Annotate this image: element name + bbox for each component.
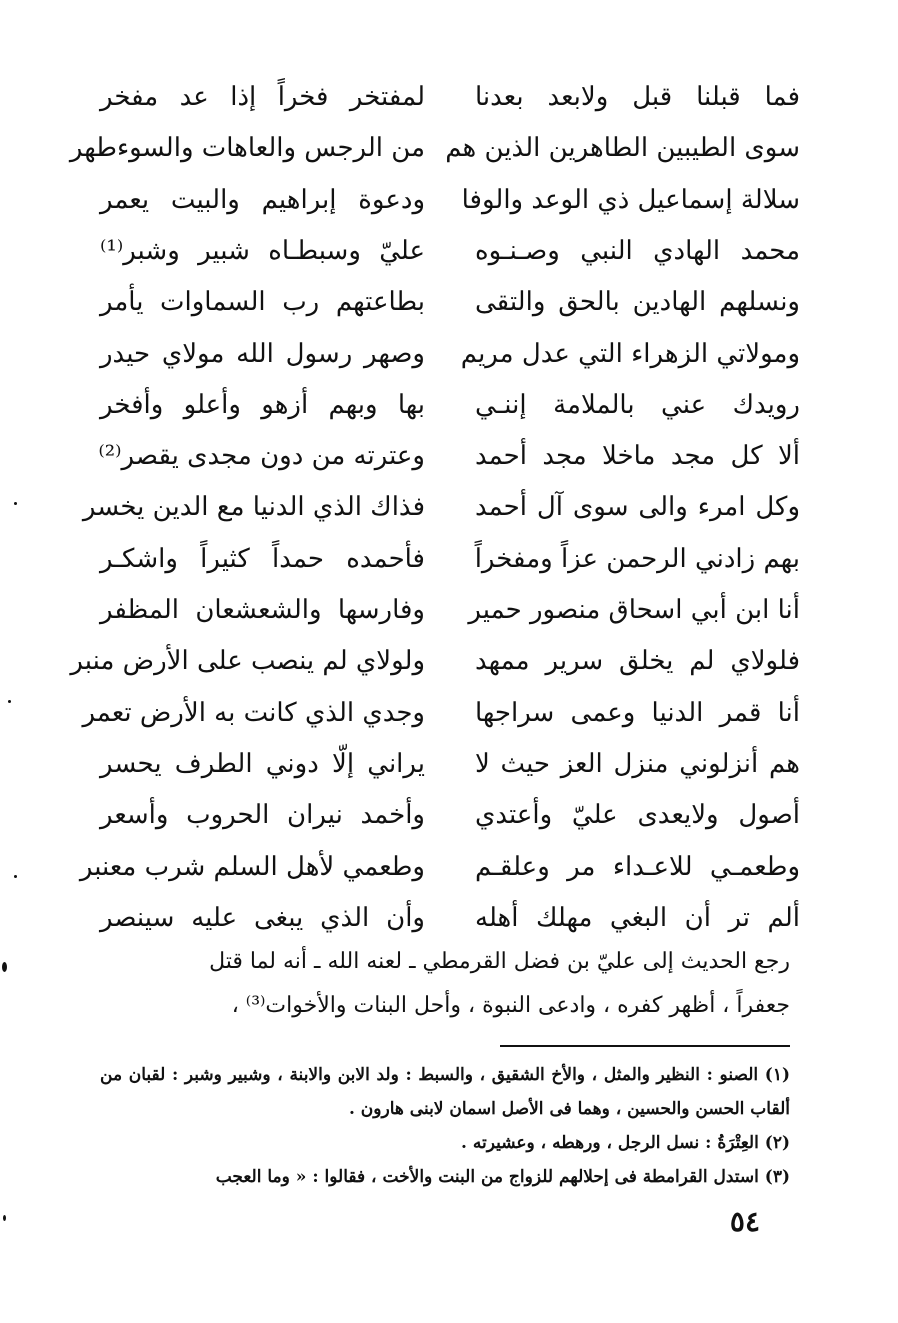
verse-row — [100, 585, 800, 636]
hemistich-second: وجدي الذي كانت به الأرض تعمر — [82, 697, 425, 728]
hemistich-first: هم أنزلوني منزل العز حيث لا — [475, 748, 800, 779]
verse-row — [70, 636, 800, 687]
hemistich-second: وأن الذي يبغى عليه سينصر — [100, 902, 425, 933]
hemistich-first: فلولاي لم يخلق سرير ممهد — [475, 646, 800, 677]
hemistich-first: أنا قمر الدنيا وعمى سراجها — [475, 697, 800, 728]
hemistich-second: وصهر رسول الله مولاي حيدر — [100, 338, 425, 369]
prose-line: رجع الحديث إلى عليّ بن فضل القرمطي ـ لعنه الله ـ أنه لما قتل — [209, 949, 790, 974]
hemistich-second: فأحمده حمداً كثيراً واشكـر — [100, 543, 425, 574]
verse-row — [100, 739, 800, 790]
hemistich-second: بطاعتهم رب السماوات يأمر — [100, 287, 425, 318]
verse-row — [100, 277, 800, 328]
hemistich-first: ألا كل مجد ماخلا مجد أحمد — [475, 441, 800, 472]
hemistich-first: سوى الطيبين الطاهرين الذين هم — [445, 133, 800, 164]
hemistich-second: يراني إلّا دوني الطرف يحسر — [100, 748, 425, 779]
verse-row — [100, 72, 800, 123]
footnote-separator — [500, 1045, 790, 1047]
hemistich-second: من الرجس والعاهات والسوءطهر — [69, 133, 425, 164]
hemistich-first: ألم تر أن البغي مهلك أهله — [475, 902, 800, 933]
verse-row — [100, 790, 800, 841]
hemistich-second: وفارسها والشعشعان المظفر — [100, 595, 425, 626]
verse-row — [100, 226, 800, 277]
hemistich-second: ودعوة إبراهيم والبيت يعمر — [100, 184, 425, 215]
hemistich-first: أصول ولايعدى عليّ وأعتدي — [475, 800, 800, 831]
verse-row — [100, 893, 800, 944]
scan-speck — [3, 1215, 6, 1221]
hemistich-first: بهم زادني الرحمن عزاً ومفخراً — [474, 543, 800, 574]
hemistich-first: وكل امرء والى سوى آل أحمد — [475, 492, 800, 523]
hemistich-second: ولولاي لم ينصب على الأرض منبر — [70, 646, 425, 677]
verse-row — [82, 688, 800, 739]
hemistich-second: وعترته من دون مجدى يقصر⁽²⁾ — [98, 441, 425, 472]
hemistich-first: فما قبلنا قبل ولابعد بعدنا — [475, 82, 800, 113]
hemistich-second: فذاك الذي الدنيا مع الدين يخسر — [82, 492, 425, 523]
hemistich-first: سلالة إسماعيل ذي الوعد والوفا — [461, 184, 800, 215]
verse-row — [100, 534, 800, 585]
scan-speck — [14, 502, 17, 505]
footnote-2: (٢) العِتْرَةُ : نسل الرجل ، ورهطه ، وعشيرته . — [461, 1133, 790, 1153]
hemistich-first: رويدك عني بالملامة إننـي — [475, 389, 800, 420]
verse-row — [100, 431, 800, 482]
verse-row — [100, 328, 800, 379]
hemistich-second: وطعمي لأهل السلم شرب معنبر — [79, 851, 425, 882]
footnote-3: (٣) استدل القرامطة فى إحلالهم للزواج من البنت والأخت ، فقالوا : « وما العجب — [215, 1167, 790, 1187]
hemistich-first: أنا ابن أبي اسحاق منصور حمير — [468, 595, 800, 626]
verse-row — [79, 841, 800, 892]
verse-row — [82, 482, 800, 533]
hemistich-second: بها وبهم أزهو وأعلو وأفخر — [100, 389, 425, 420]
verse-row — [69, 123, 800, 174]
hemistich-first: محمد الهادي النبي وصـنـوه — [475, 235, 800, 266]
scan-speck — [14, 875, 17, 878]
page-number: ٥٤ — [729, 1205, 760, 1238]
hemistich-first: وطعمـي للاعـداء مر وعلقـم — [475, 851, 800, 882]
verse-row — [100, 175, 800, 226]
hemistich-second: وأخمد نيران الحروب وأسعر — [100, 800, 425, 831]
verse-row — [100, 380, 800, 431]
footnote-1: (١) الصنو : النظير والمثل ، والأخ الشقيق ، والسبط : ولد الابن والابنة ، وشبير وشبر : لقبان من ألقاب الحسن والحسين ، وهما فى الأصل اسمان لابنى هارون . — [100, 1065, 790, 1119]
hemistich-second: عليّ وسبطـاه شبير وشبر⁽¹⁾ — [100, 235, 425, 266]
prose-line: جعفراً ، أظهر كفره ، وادعى النبوة ، وأحل البنات والأخوات⁽³⁾ ، — [231, 993, 790, 1018]
hemistich-second: لمفتخر فخراً إذا عد مفخر — [100, 82, 425, 113]
scan-speck — [2, 962, 7, 972]
hemistich-first: ومولاتي الزهراء التي عدل مريم — [460, 338, 800, 369]
prose-paragraph — [100, 940, 790, 1028]
poem — [69, 72, 800, 944]
footnotes — [100, 1058, 790, 1194]
scan-speck — [8, 700, 11, 703]
hemistich-first: ونسلهم الهادين بالحق والتقى — [475, 287, 800, 318]
